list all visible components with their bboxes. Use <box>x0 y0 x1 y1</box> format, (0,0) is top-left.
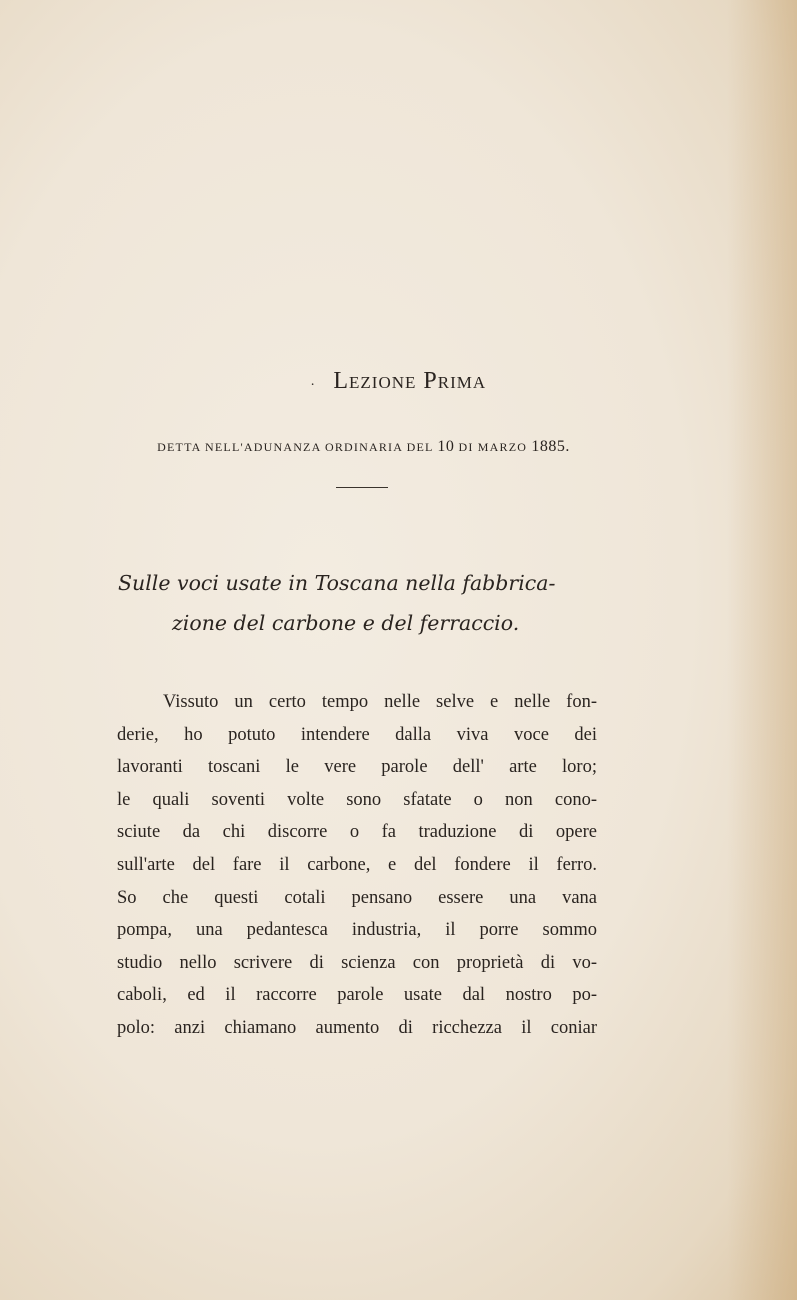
section-divider <box>336 487 388 488</box>
section-heading <box>118 563 618 643</box>
lecture-subtitle <box>0 438 727 456</box>
title-marker: . <box>310 374 316 390</box>
body-line: So che questi cotali pensano essere una vana <box>117 887 597 908</box>
subtitle-month: DI MARZO <box>458 440 528 454</box>
lecture-title-text: Lezione Prima <box>333 368 487 394</box>
body-line: le quali soventi volte sono sfatate o non cono- <box>117 789 597 810</box>
body-paragraph <box>117 686 597 1045</box>
subtitle-day: 10 <box>437 438 455 455</box>
heading-line: Sulle voci usate in Toscana nella fabbrica- <box>118 571 556 595</box>
body-line: polo: anzi chiamano aumento di ricchezza il coniar <box>117 1017 597 1038</box>
body-line: studio nello scrivere di scienza con proprietà di vo- <box>117 952 597 973</box>
body-line: sciute da chi discorre o fa traduzione di opere <box>117 822 597 843</box>
subtitle-year: 1885. <box>531 438 570 455</box>
body-line: Vissuto un certo tempo nelle selve e nelle fon- <box>163 692 597 712</box>
heading-line: zione del carbone e del ferraccio. <box>172 611 520 635</box>
body-line: lavoranti toscani le vere parole dell' arte loro; <box>117 757 597 778</box>
body-line: pompa, una pedantesca industria, il porre sommo <box>117 920 597 941</box>
body-line: derie, ho potuto intendere dalla viva voce dei <box>117 724 597 745</box>
body-line: sull'arte del fare il carbone, e del fondere il ferro. <box>117 854 597 875</box>
page-edge-shadow <box>727 0 797 1300</box>
body-line: caboli, ed il raccorre parole usate dal nostro po- <box>117 985 597 1006</box>
lecture-title <box>0 368 797 395</box>
subtitle-text: DETTA NELL'ADUNANZA ORDINARIA DEL <box>157 440 434 454</box>
